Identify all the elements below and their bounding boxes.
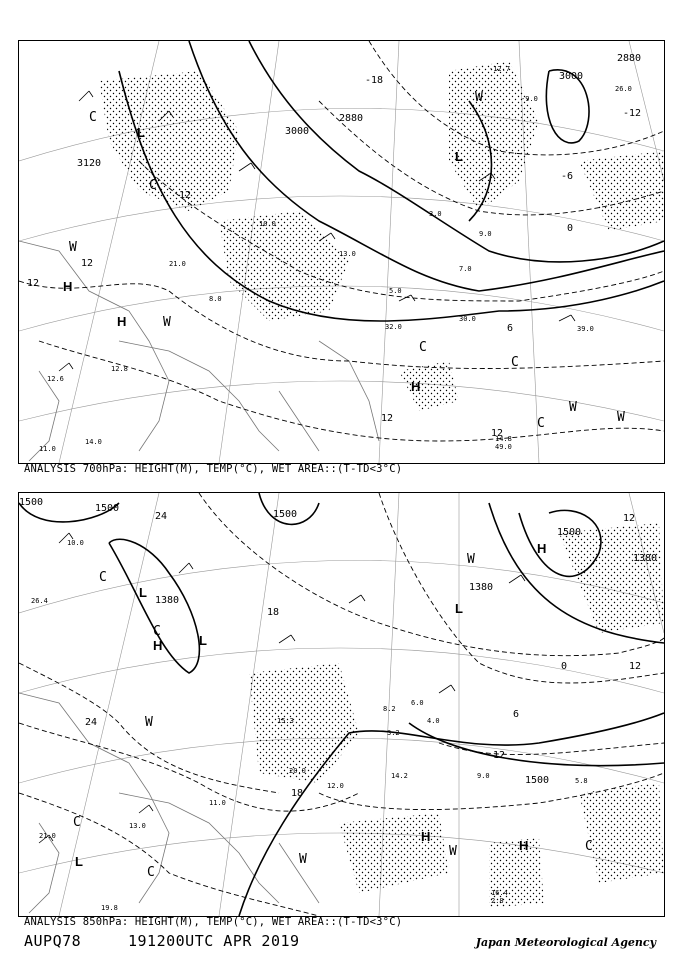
temp-label: 12 [623,513,636,524]
map-700hpa [19,41,664,463]
temp-label: 6 [507,323,514,334]
station-value: 9.0 [479,230,492,238]
temp-label: -18 [365,75,384,86]
temp-label: 12 [179,190,192,201]
low-center: L [199,633,207,648]
agency-credit: Japan Meteorological Agency [475,936,656,949]
temp-label: 18 [291,788,304,799]
valid-time: 191200UTC APR 2019 [128,932,300,950]
station-value: 7.0 [459,265,472,273]
high-center: H [63,279,73,294]
station-value: 12.0 [327,782,344,790]
temp-label: 24 [155,511,168,522]
cold-center: C [147,865,155,880]
station-value: 9.0 [477,772,490,780]
station-value: 49.0 [495,443,512,451]
station-value: 39.0 [577,325,594,333]
height-label: 1500 [95,503,120,514]
temp-labels [85,511,641,799]
station-value: 13.0 [129,822,146,830]
panel-caption-700hpa: ANALYSIS 700hPa: HEIGHT(M), TEMP(°C), WET AREA::(T-TD<3°C) [24,463,403,475]
station-value: 5.8 [575,777,588,785]
cold-center: C [511,355,519,370]
high-center: H [421,829,431,844]
station-value: 8.0 [209,295,222,303]
station-value: 21.0 [39,832,56,840]
station-value: 19.8 [101,904,118,912]
panel-caption-850hpa: ANALYSIS 850hPa: HEIGHT(M), TEMP(°C), WET AREA::(T-TD<3°C) [24,916,403,928]
low-center: L [455,149,463,164]
station-value: 10.0 [67,539,84,547]
map-panel-700hpa [18,40,665,464]
warm-center: W [475,90,483,105]
temp-label: -12 [623,108,642,119]
high-center: H [519,838,529,853]
warm-center: W [617,410,625,425]
warm-center: W [145,715,153,730]
station-value: -12.7 [489,65,511,73]
height-label: 1380 [633,553,658,564]
station-value: 20.0 [289,767,306,775]
height-label: 2880 [339,113,364,124]
station-value: 26.4 [31,597,48,605]
station-value: 10.0 [259,220,276,228]
temp-label: 12 [27,278,40,289]
warm-center: W [299,852,307,867]
temp-label: 18 [267,607,280,618]
station-value: 14.0 [85,438,102,446]
station-value: 14.8 [495,435,512,443]
warm-center: W [449,844,457,859]
temp-label: 12 [491,428,504,439]
station-value: 3.2 [387,729,400,737]
station-value: 16.4 [491,889,508,897]
warm-center: W [467,552,475,567]
height-label: 1500 [273,509,298,520]
temp-label: 12 [493,750,506,761]
height-label: 1500 [557,527,582,538]
station-value: 21.0 [169,260,186,268]
map-850hpa [19,493,664,916]
low-center: L [455,601,463,616]
chart-id: AUPQ78 [24,932,82,950]
station-value: 13.0 [339,250,356,258]
low-center: L [139,585,147,600]
cold-center: C [537,416,545,431]
low-center: L [137,125,145,140]
high-center: H [537,541,547,556]
temp-label: 0 [567,223,574,234]
height-label: 2880 [617,53,642,64]
cold-center: C [153,624,161,639]
temp-label: 24 [85,717,98,728]
station-value: 11.0 [39,445,56,453]
height-label: 1500 [525,775,550,786]
temp-label: 12 [381,413,394,424]
height-label: 3120 [77,158,102,169]
cold-center: C [99,570,107,585]
map-panel-850hpa [18,492,665,917]
station-value: 12.8 [111,365,128,373]
station-value: 8.2 [383,705,396,713]
station-value: 15.3 [277,717,294,725]
temp-label: 6 [513,709,520,720]
warm-center: W [163,315,171,330]
temp-label: 0 [561,661,568,672]
cold-center: C [585,839,593,854]
low-center: L [75,854,83,869]
height-label: 3000 [285,126,310,137]
station-value: -9.0 [521,95,538,103]
cold-center: C [89,110,97,125]
height-label: 1380 [155,595,180,606]
warm-center: W [69,240,77,255]
height-label: 1500 [19,497,44,508]
temp-label: 12 [81,258,94,269]
high-center: H [411,379,421,394]
station-value: 11.0 [209,799,226,807]
station-value: 5.0 [389,287,402,295]
temp-label: -6 [561,171,574,182]
height-label: 1380 [469,582,494,593]
station-value: 26.0 [615,85,632,93]
station-value: 6.0 [411,699,424,707]
station-value: 32.0 [385,323,402,331]
station-value: 12.6 [47,375,64,383]
station-value: 3.0 [429,210,442,218]
temp-label: 12 [629,661,642,672]
warm-center: W [569,400,577,415]
height-label: 3000 [559,71,584,82]
high-center: H [153,638,163,653]
station-value: 4.0 [427,717,440,725]
high-center: H [117,314,127,329]
cold-center: C [73,815,81,830]
cold-center: C [149,178,157,193]
station-value: 2.8 [491,897,504,905]
station-value: 30.0 [459,315,476,323]
station-value: 14.2 [391,772,408,780]
cold-center: C [419,340,427,355]
